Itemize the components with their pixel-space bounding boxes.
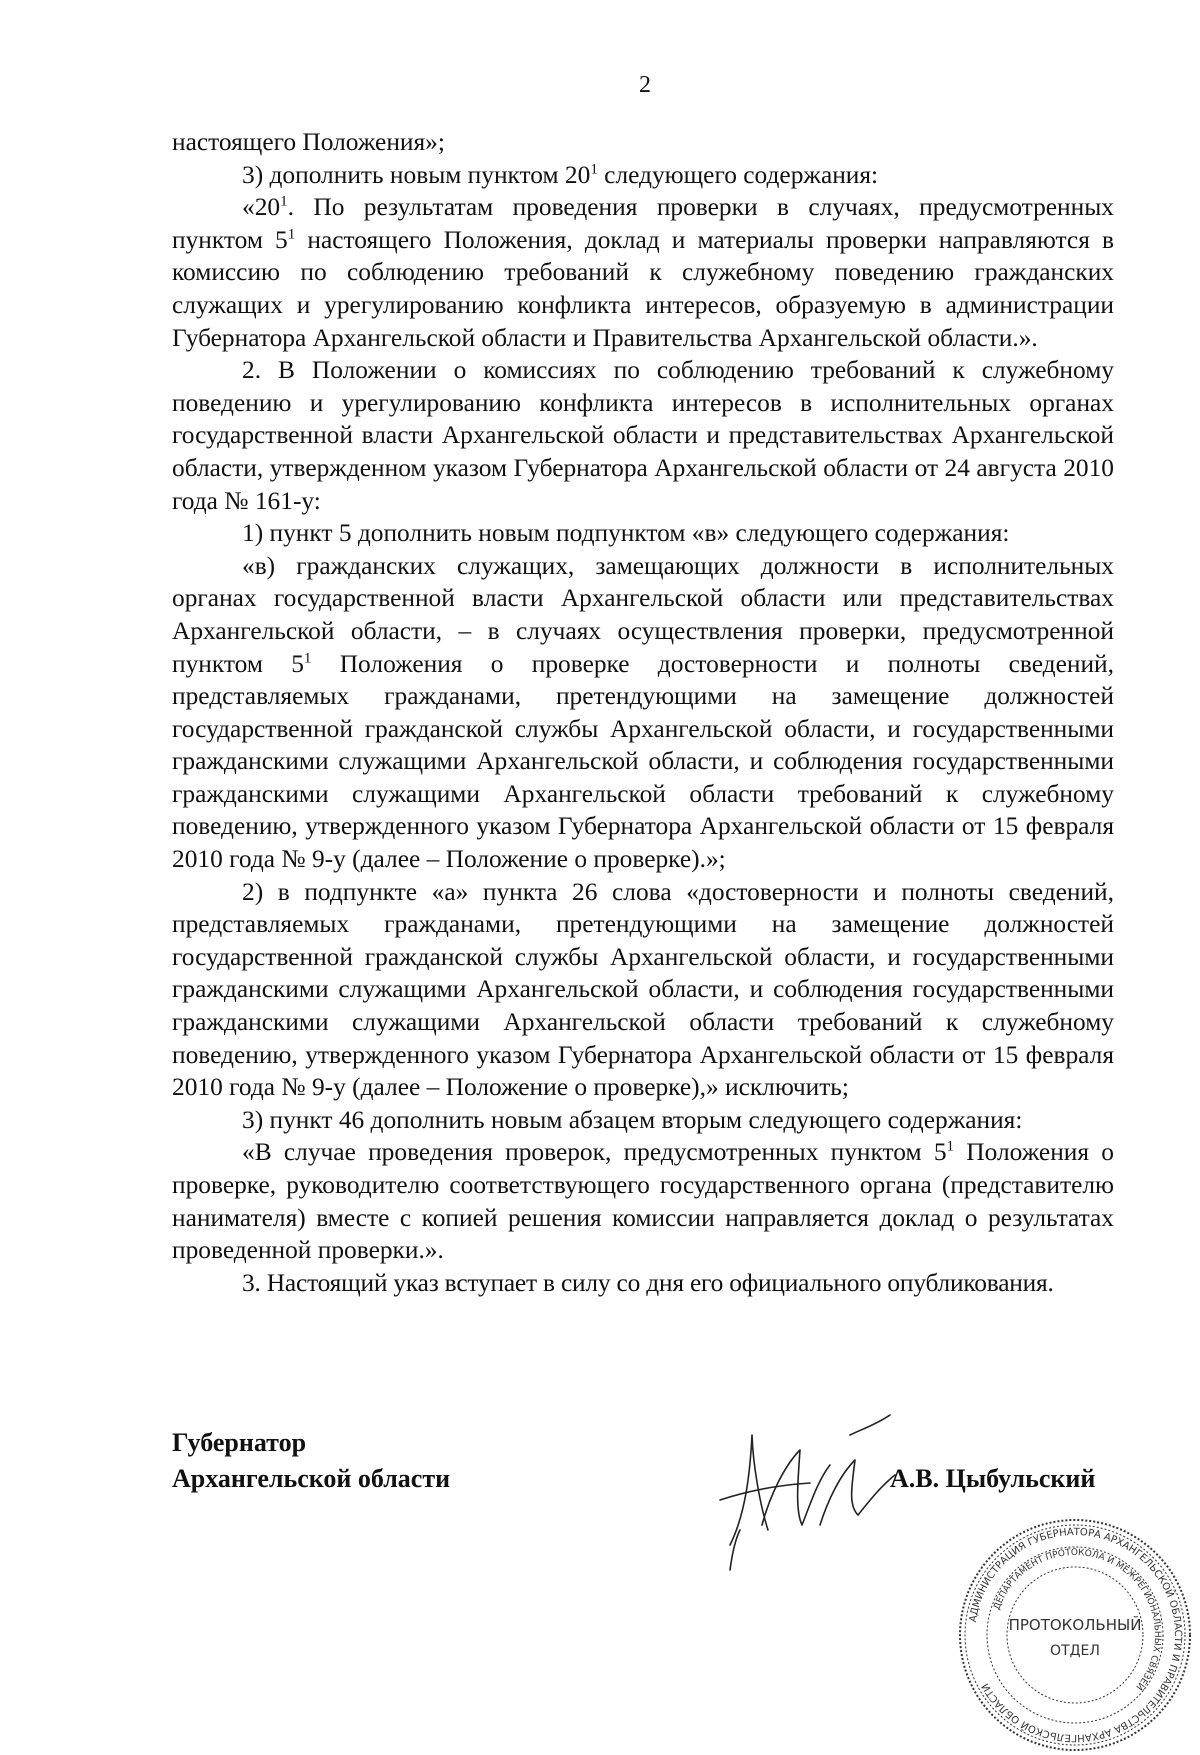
paragraph <box>172 1136 1114 1266</box>
paragraph <box>172 159 1114 192</box>
paragraph: 3) пункт 46 дополнить новым абзацем вторым следующего содержания: <box>242 1105 1023 1134</box>
stamp-inner-text: ДЕПАРТАМЕНТ ПРОТОКОЛА И МЕЖРЕГИОНАЛЬНЫХ СВЯЗЕЙ <box>992 1547 1163 1692</box>
paragraph <box>172 550 1114 876</box>
signature-name: А.В. Цыбульский <box>890 1464 1096 1493</box>
stamp-outer-text: АДМИНИСТРАЦИЯ ГУБЕРНАТОРА АРХАНГЕЛЬСКОЙ ОБЛАСТИ И ПРАВИТЕЛЬСТВА АРХАНГЕЛЬСКОЙ ОБЛАСТИ <box>967 1526 1184 1744</box>
superscript: 1 <box>946 1138 955 1155</box>
text-run: следующего содержания: <box>597 160 879 189</box>
text-run: 3) дополнить новым пунктом 20 <box>242 160 591 189</box>
superscript: 1 <box>287 226 296 243</box>
text-run: . По результатам проведения проверки в случаях, предусмотренных пунктом 5 <box>172 193 1114 254</box>
position-line-1: Губернатор <box>172 1428 307 1457</box>
page-number: 2 <box>639 72 651 98</box>
paragraph: 3. Настоящий указ вступает в силу со дня его официального опубликования. <box>242 1268 1054 1297</box>
document-body <box>172 126 1114 1299</box>
superscript: 1 <box>280 193 288 210</box>
paragraph: настоящего Положения»; <box>172 128 445 156</box>
paragraph <box>172 191 1114 354</box>
text-run: Положения о проверке достоверности и полноты сведений, представляемых гражданами, претендующими на замещение должностей государственной гражданской службы Архангельской области, и государственными гражданскими служащими Архангельской области, и соблюдения государственными гражданскими служащими Архангельской области требований к служебному поведению, утвержденного указом Губернатора Архангельской области от 15 февраля 2010 года № 9-у (далее – Положение о проверке).»; <box>172 649 1114 874</box>
stamp-center-line-1: ПРОТОКОЛЬНЫЙ <box>1008 1616 1142 1634</box>
position-line-2: Архангельской области <box>172 1464 451 1493</box>
text-run: Положения о проверке, руководителю соответствующего государственного органа (представителю нанимателя) вместе с копией решения комиссии направляется доклад о результатах проведенной проверки.». <box>172 1138 1115 1265</box>
protocol-department-stamp <box>955 1515 1195 1755</box>
superscript: 1 <box>590 161 598 178</box>
handwritten-signature <box>690 1405 920 1575</box>
paragraph: 2) в подпункте «а» пункта 26 слова «достоверности и полноты сведений, представляемых гражданами, претендующими на замещение должностей государственной гражданской службы Архангельской области, и государственными гражданскими служащими Архангельской области, и соблюдения государственными гражданскими служащими Архангельской области требований к служебному поведению, утвержденного указом Губернатора Архангельской области от 15 февраля 2010 года № 9-у (далее – Положение о проверке),» исключить; <box>172 877 1114 1102</box>
superscript: 1 <box>303 650 312 667</box>
text-run: настоящего Положения, доклад и материалы проверки направляются в комиссию по соблюдению требований к служебному поведению гражданских служащих и урегулированию конфликта интересов, образуемую в администрации Губернатора Архангельской области и Правительства Архангельской области.». <box>172 225 1114 352</box>
text-run: «20 <box>242 193 281 222</box>
stamp-center-line-2: ОТДЕЛ <box>1050 1643 1100 1659</box>
signature-position <box>172 1425 450 1497</box>
text-run: «В случае проведения проверок, предусмотренных пунктом 5 <box>242 1138 947 1167</box>
text-run: «в) гражданских служащих, замещающих должности в исполнительных органах государственной власти Архангельской области или представительствах Архангельской области, – в случаях осуществления проверки, предусмотренной пунктом 5 <box>172 551 1114 678</box>
paragraph: 1) пункт 5 дополнить новым подпунктом «в» следующего содержания: <box>242 519 1010 548</box>
paragraph: 2. В Положении о комиссиях по соблюдению требований к служебному поведению и урегулированию конфликта интересов в исполнительных органах государственной власти Архангельской области и представительствах Архангельской области, утвержденном указом Губернатора Архангельской области от 24 августа 2010 года № 161-у: <box>172 356 1114 515</box>
